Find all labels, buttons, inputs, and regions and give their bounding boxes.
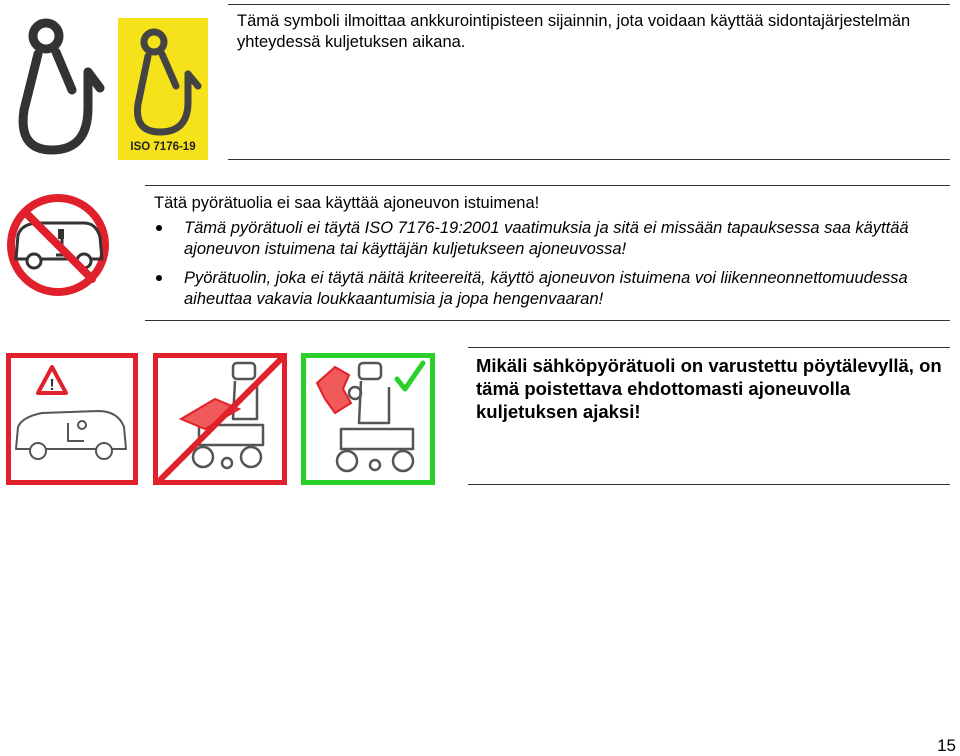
table-removed-ok-icon	[301, 353, 435, 485]
no-seat-in-car-icon	[6, 193, 110, 297]
rule-section2-top	[145, 185, 950, 186]
svg-text:!: !	[49, 377, 55, 394]
iso-hook-anchor-icon	[118, 18, 208, 160]
warning-car-icon	[6, 353, 138, 485]
bullet-item-injury-warning: Pyörätuolin, joka ei täytä näitä kriteereitä, käyttö ajoneuvon istuimena voi liikenneonnettomuudessa aiheuttaa vakavia loukkaantumisia ja jopa hengenvaaran!	[148, 268, 948, 310]
no-table-wheelchair-icon	[153, 353, 287, 485]
section2-bullet-list	[148, 218, 948, 318]
rule-section3-top	[468, 347, 950, 348]
rule-after-section3	[468, 484, 950, 485]
hook-anchor-icon	[8, 10, 108, 160]
rule-after-section1	[228, 159, 950, 160]
section2-heading: Tätä pyörätuolia ei saa käyttää ajoneuvon istuimena!	[154, 194, 540, 212]
rule-after-section2	[145, 320, 950, 321]
anchor-symbol-text: Tämä symboli ilmoittaa ankkurointipisteen sijainnin, jota voidaan käyttää sidontajärjestelmän yhteydessä kuljetuksen aikana.	[237, 12, 911, 51]
iso-badge-label: ISO 7176-19	[130, 141, 196, 153]
page-number: 15	[937, 736, 956, 755]
rule-top	[228, 4, 950, 5]
bullet-item-iso-requirement: Tämä pyörätuoli ei täytä ISO 7176-19:2001 vaatimuksia ja sitä ei missään tapauksessa saa käyttää ajoneuvon istuimena tai käyttäjän kuljetukseen ajoneuvossa!	[148, 218, 948, 260]
table-removal-notice: Mikäli sähköpyörätuoli on varustettu pöytälevyllä, on tämä poistettava ehdottomasti ajoneuvolla kuljetuksen ajaksi!	[476, 355, 942, 422]
